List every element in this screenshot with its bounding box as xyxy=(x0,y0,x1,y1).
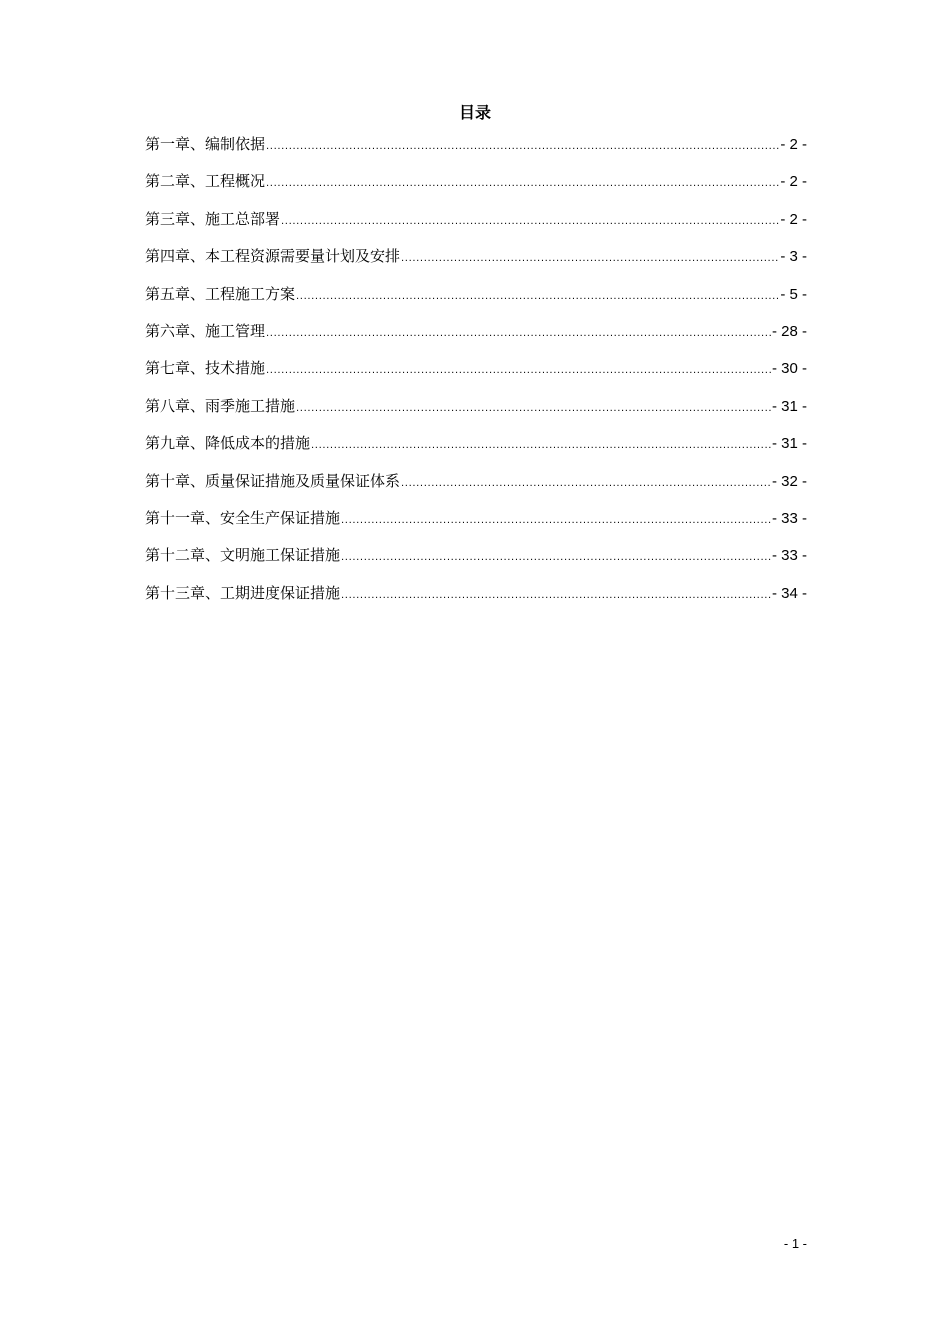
toc-entry-label[interactable]: 第三章、施工总部署 xyxy=(145,209,281,228)
toc-entry[interactable] xyxy=(145,246,807,283)
toc-title: 目录 xyxy=(458,103,491,122)
toc-entry-label[interactable]: 第十一章、安全生产保证措施 xyxy=(145,508,341,527)
toc-entry[interactable] xyxy=(145,134,807,171)
toc-entry-label[interactable]: 第二章、工程概况 xyxy=(145,172,266,191)
toc-entry-page: - 2 - xyxy=(780,136,807,153)
toc-entry[interactable] xyxy=(145,284,807,321)
toc-entry-page: - 2 - xyxy=(780,210,807,228)
toc-entry-page: - 30 - xyxy=(771,360,807,378)
toc-leader-dots xyxy=(266,137,779,157)
toc-leader-dots xyxy=(266,324,771,344)
toc-entry-page: - 32 - xyxy=(771,472,807,490)
toc-entry[interactable] xyxy=(145,396,807,433)
toc-entry[interactable] xyxy=(145,171,807,208)
toc-entry-label[interactable]: 第四章、本工程资源需要量计划及安排 xyxy=(145,247,401,266)
toc-leader-dots xyxy=(341,548,771,568)
toc-list xyxy=(145,134,807,620)
toc-entry-page: - 33 - xyxy=(771,547,807,565)
toc-entry-label[interactable]: 第九章、降低成本的措施 xyxy=(145,434,311,453)
toc-entry-page: - 2 - xyxy=(780,173,807,191)
toc-entry[interactable] xyxy=(145,583,807,620)
toc-entry[interactable] xyxy=(145,358,807,395)
toc-entry-page: - 31 - xyxy=(771,397,807,415)
toc-entry[interactable] xyxy=(145,321,807,358)
toc-entry-page: - 34 - xyxy=(771,584,807,602)
toc-entry[interactable] xyxy=(145,545,807,582)
toc-leader-dots xyxy=(266,361,771,381)
toc-entry-label[interactable]: 第十二章、文明施工保证措施 xyxy=(145,546,341,565)
toc-entry[interactable] xyxy=(145,471,807,508)
toc-entry[interactable] xyxy=(145,209,807,246)
toc-leader-dots xyxy=(401,249,779,269)
toc-entry-label[interactable]: 第一章、编制依据 xyxy=(145,135,266,153)
toc-entry-label[interactable]: 第十章、质量保证措施及质量保证体系 xyxy=(145,471,401,490)
page-footer-number: - 1 - xyxy=(783,1236,807,1251)
toc-entry[interactable] xyxy=(145,433,807,470)
toc-leader-dots xyxy=(341,586,771,606)
toc-entry-label[interactable]: 第五章、工程施工方案 xyxy=(145,284,296,303)
toc-leader-dots xyxy=(401,474,771,494)
toc-leader-dots xyxy=(341,511,771,531)
toc-leader-dots xyxy=(266,174,779,194)
toc-entry-label[interactable]: 第六章、施工管理 xyxy=(145,321,266,340)
toc-entry-label[interactable]: 第十三章、工期进度保证措施 xyxy=(145,583,341,602)
toc-leader-dots xyxy=(296,399,771,419)
toc-entry-page: - 5 - xyxy=(780,285,807,303)
toc-entry-label[interactable]: 第八章、雨季施工措施 xyxy=(145,396,296,415)
toc-entry-page: - 3 - xyxy=(780,248,807,266)
toc-leader-dots xyxy=(296,287,779,307)
toc-entry-page: - 31 - xyxy=(771,435,807,453)
toc-entry-page: - 28 - xyxy=(771,322,807,340)
toc-leader-dots xyxy=(281,212,779,232)
toc-entry-page: - 33 - xyxy=(771,509,807,527)
toc-leader-dots xyxy=(311,436,771,456)
toc-entry-label[interactable]: 第七章、技术措施 xyxy=(145,359,266,378)
toc-entry[interactable] xyxy=(145,508,807,545)
